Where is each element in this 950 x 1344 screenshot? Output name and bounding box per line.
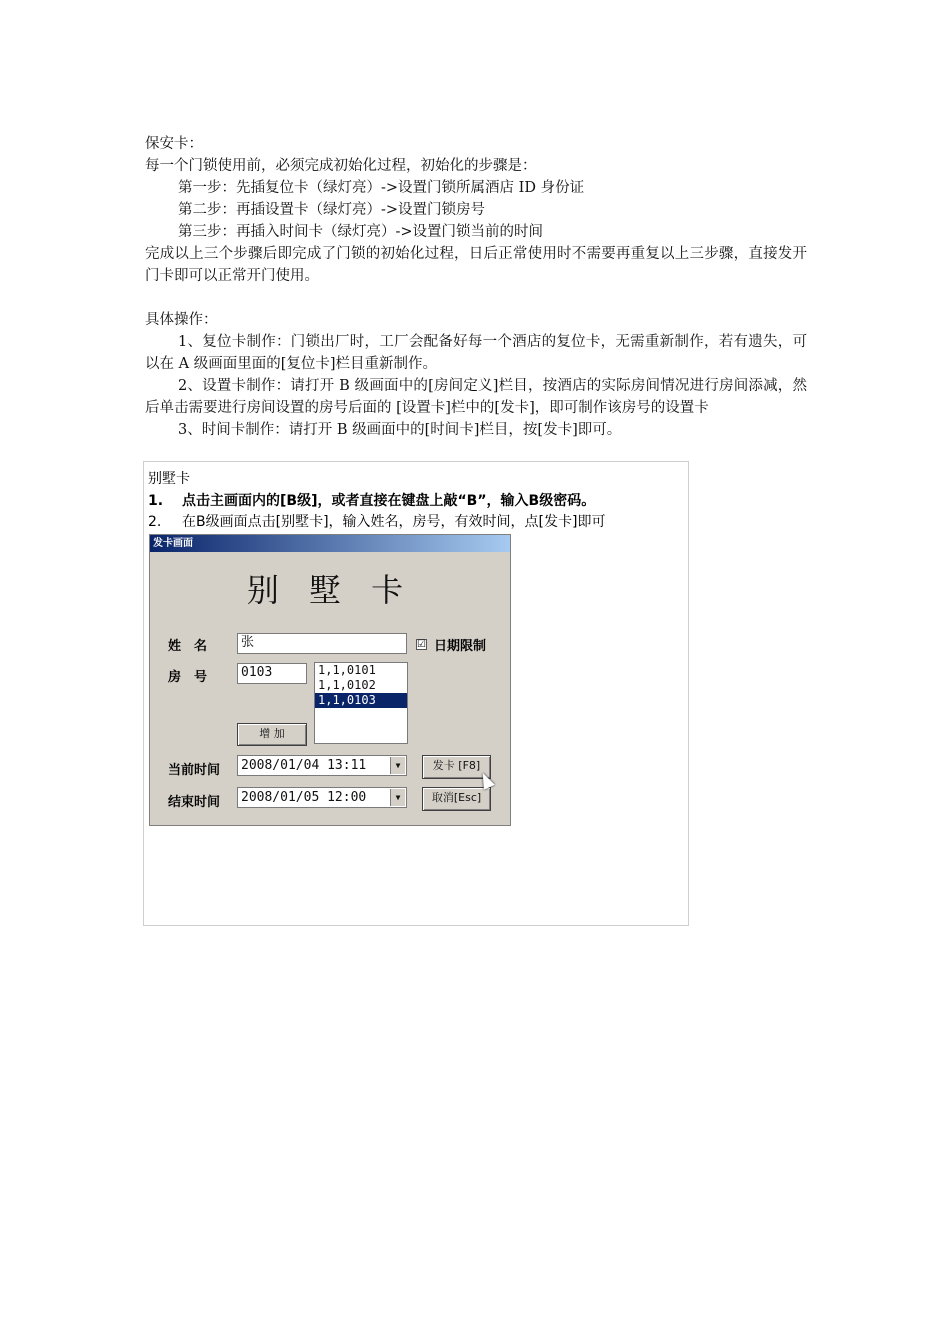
issue-card-button[interactable]: 发卡 [F8] xyxy=(422,755,491,779)
end-time-select[interactable] xyxy=(237,787,407,808)
ops-heading: 具体操作： xyxy=(145,312,218,328)
init-step-2: 第二步：再插设置卡（绿灯亮）->设置门锁房号 xyxy=(178,202,486,218)
start-time-select[interactable] xyxy=(237,755,407,776)
room-label: 房 号 xyxy=(168,670,208,685)
dialog-titlebar[interactable]: 发卡画面 xyxy=(150,535,510,552)
date-limit-label: 日期限制 xyxy=(434,639,487,654)
intro-text: 每一个门锁使用前，必须完成初始化过程，初始化的步骤是： xyxy=(145,158,537,174)
dialog-heading: 别 墅 卡 xyxy=(246,571,414,609)
name-input[interactable]: 张 xyxy=(237,633,407,654)
op-item-2: 2、设置卡制作：请打开 B 级画面中的[房间定义]栏目，按酒店的实际房间情况进行房间添减，然后单击需要进行房间设置的房号后面的 [设置卡]栏中的[发卡]，即可制作该房号的设置卡 xyxy=(145,378,807,416)
room-input[interactable]: 0103 xyxy=(237,663,307,684)
end-time-label: 结束时间 xyxy=(168,795,221,810)
screenshot-step-1 xyxy=(148,490,595,510)
embedded-screenshot xyxy=(143,461,689,926)
conclusion-text: 完成以上三个步骤后即完成了门锁的初始化过程，日后正常使用时不需要再重复以上三步骤，直接发开门卡即可以正常开门使用。 xyxy=(145,246,807,284)
section-title: 保安卡： xyxy=(145,136,203,152)
op-item-3: 3、时间卡制作：请打开 B 级画面中的[时间卡]栏目，按[发卡]即可。 xyxy=(178,422,622,438)
dropdown-arrow-icon[interactable]: ▼ xyxy=(390,757,405,774)
step-text: 在B级画面点击[别墅卡]，输入姓名，房号，有效时间，点[发卡]即可 xyxy=(182,514,606,530)
step-text: 点击主画面内的[B级]，或者直接在键盘上敲“B”，输入B级密码。 xyxy=(182,493,596,509)
list-item[interactable]: 1,1,0101 xyxy=(318,663,376,677)
cancel-button[interactable]: 取消[Esc] xyxy=(422,787,491,811)
document-body xyxy=(145,133,807,441)
start-time-label: 当前时间 xyxy=(168,763,221,778)
step-number: 2. xyxy=(148,514,162,530)
start-time-value: 2008/01/04 13:11 xyxy=(241,758,367,773)
op-item-1: 1、复位卡制作：门锁出厂时，工厂会配备好每一个酒店的复位卡，无需重新制作，若有遗失，可以在 A 级画面里面的[复位卡]栏目重新制作。 xyxy=(145,334,807,372)
date-limit-checkbox[interactable]: ☑ xyxy=(417,639,426,650)
step-number: 1. xyxy=(148,493,164,509)
screenshot-title: 别墅卡 xyxy=(148,471,190,487)
name-label: 姓 名 xyxy=(168,639,208,654)
init-step-1: 第一步：先插复位卡（绿灯亮）->设置门锁所属酒店 ID 身份证 xyxy=(178,180,585,196)
list-item[interactable]: 1,1,0102 xyxy=(318,678,376,692)
screenshot-step-2 xyxy=(148,511,605,531)
list-item-selected[interactable]: 1,1,0103 xyxy=(315,693,407,708)
issue-card-dialog xyxy=(149,534,511,826)
room-listbox[interactable] xyxy=(314,662,408,744)
init-step-3: 第三步：再插入时间卡（绿灯亮）->设置门锁当前的时间 xyxy=(178,224,544,240)
dropdown-arrow-icon[interactable]: ▼ xyxy=(390,789,405,806)
end-time-value: 2008/01/05 12:00 xyxy=(241,790,367,805)
add-button[interactable]: 增 加 xyxy=(237,723,307,746)
